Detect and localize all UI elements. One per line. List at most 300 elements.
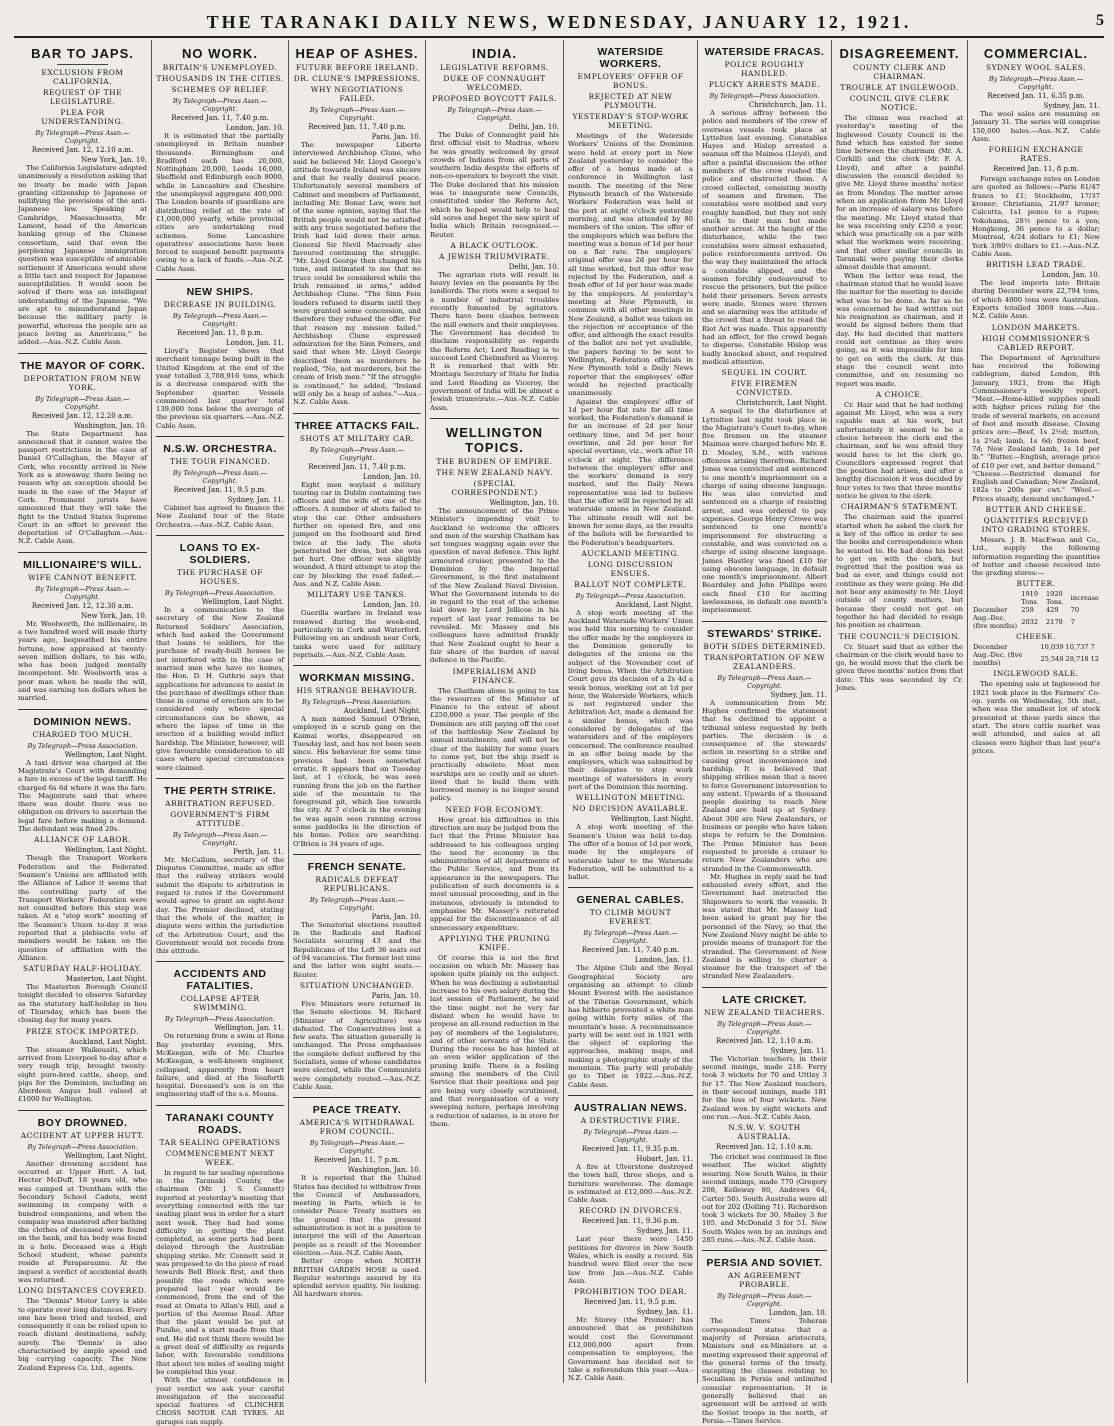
place-line: Auckland, Last Night. xyxy=(69,1037,147,1046)
article-body: On returning from a swim at Rona Bay yesterday evening, Mrs. McKeegan, wife of Mr. Charles McKeegan, a well-known engineer, collapsed, apparently from heart failure, and died at the Seaforth hospital. Deceased's son is on the engineering staff of the s.s. Moana. xyxy=(156,1032,284,1099)
subheading: POLICE ROUGHLY HANDLED. xyxy=(724,60,805,78)
subheading: HIS STRANGE BEHAVIOUR. xyxy=(296,686,418,696)
article-body: In a communication to the secretary of the New Zealand Returned Soldiers' Association, which had asked the Government that loans to soldiers, for the purchase of ready-built houses be not interfered with in the case of married men who have no homes, the Hon. D. H. Guthrie says that applications for advances to assist in the purchase of dwellings other than those in course of erection are to be considered only where special circumstances can be shown, as where the lapse of time in the erection of a building would inflict hardship. The Minister, however, will give favourable consideration to all cases where special circumstances were claimed. xyxy=(156,605,284,772)
headline: ACCIDENTS AND FATALITIES. xyxy=(173,968,267,993)
subheading: COMMENCEMENT NEXT WEEK. xyxy=(165,1148,275,1167)
place-line: London, Jan. 10. xyxy=(225,124,284,132)
place-line: Delhi, Jan. 10. xyxy=(508,262,559,271)
article-body: The opening sale at Inglewood for 1921 took place in the Farmers' Co-op. yards on Wednesday, 5th inst., when was the smallest lot of stock presented at these yards since the start. The store cattle market was well attended, and sales at all classes were higher than last year's prices. xyxy=(972,680,1100,755)
article-body: Guerilla warfare in Ireland was renewed during the week-end, particularly in Cork and Waterford. Following on an ambush near Cork, tanks were used for military reprisals.—Aus.-N.Z. Cable Assn. xyxy=(293,609,421,659)
dateline: By Telegraph—Press Assn.—Copyright. xyxy=(172,830,268,847)
subheading: TROUBLE AT INGLEWOOD. xyxy=(840,83,959,92)
cheese-table xyxy=(972,643,1100,667)
article-ships xyxy=(156,286,284,430)
place-line: Sydney, Jan. 11. xyxy=(770,1046,827,1055)
article-body: The steamer Waikouaiti, which arrived from Liverpool to-day after a very rough trip, brought twenty-eight pure-bred cattle, sheep, and pigs for the Dominion, including an Aberdeen Angus bull valued at £1000 for Wellington. xyxy=(18,1045,147,1104)
place-line: London, Jan. 10. xyxy=(768,1309,827,1318)
subheading: DUKE OF CONNAUGHT WELCOMED. xyxy=(443,74,546,92)
article-body: The Duke of Connaught paid his first official visit to Madras, where he was greatly welcomed by great crowds of Indians from all parts of southern India despite the efforts of non-co-operators to boycott the visit. The Duke declared that his mission was to inaugurate new Councils, constituted under the Reform Act, which he hoped would help to heal old sores and beget the new spirit of India which Britain recognised.—Reuter. xyxy=(430,131,559,239)
place-line: Wellington, Last Night. xyxy=(64,750,147,759)
subheading: HIGH COMMISSIONER'S CABLED REPORT. xyxy=(981,333,1091,352)
subheading: NO DECISION AVAILABLE. xyxy=(572,804,689,814)
article-perth xyxy=(156,785,284,956)
subheading: PROPOSED BOYCOTT FAILS. xyxy=(432,94,557,103)
received-line: Received Jan. 11, 6.35 p.m. xyxy=(987,92,1085,100)
subheading: AUCKLAND MEETING. xyxy=(581,548,680,558)
dateline: By Telegraph—Press Assn.—Copyright. xyxy=(447,106,542,122)
article-body: Meetings of the Waterside Workers' Unions of the Dominion were held at every port in New Zealand yesterday to consider the offer of a bonus made at a conference in Wellington last month. The meeting of the New Plymouth branch of the Waterside Workers' Federation was held at the port at eight o'clock yesterday morning, and was attended by 80 members of the union. The offer of the employers which was before the meeting was a bonus of 1d per hour on a flat rate. The employers' original offer was 2d per hour for all time worked, but this offer was rejected by the Federation, and a fresh offer of 1d per hour was made by the employers. At yesterday's meeting at New Plymouth, in common with all other meetings in New Zealand, a ballot was taken on the rejection or acceptance of the offer, and although the exact results of the ballot are not yet available, the papers having to be sent to Wellington, Federation officials in New Plymouth told a Daily News reporter that the employers' offer would be rejected practically unanimously. xyxy=(568,132,693,398)
article-body: The Victorian teachers, in their second innings, made 218. Ferry took 3 wickets for 70 and Uttley 3 for 17. The New Zealand teachers, in their second innings, made 181 for the loss of four wickets. New Zealand won by eight wickets and one run.—Aus.-N.Z. Cable Assn. xyxy=(702,1054,827,1121)
page-number: 5 xyxy=(1096,12,1104,29)
article-persia xyxy=(702,1257,827,1425)
article-body: The "Dennis" Motor Lorry is able to operate over long distances. Every one has been tried and tested, and consequently it can be relied upon to reach distant destinations, safely, surely. The 'Dennis' is also characterised by ample speed and big carrying capacity. The New Zealand Express Co. Ltd., agents. xyxy=(18,1297,147,1372)
table-row xyxy=(972,643,1100,651)
headline: WORKMAN MISSING. xyxy=(299,672,415,685)
received-line: Received Jan. 11, 9.35 p.m. xyxy=(581,1144,680,1153)
table-cell: 2032 xyxy=(1021,618,1039,627)
table-cell: 2170 xyxy=(1045,618,1063,627)
received-line: Received Jan. 11, 8 p.m. xyxy=(176,329,264,338)
subheading: MILITARY USE TANKS. xyxy=(307,590,407,600)
headline: LOANS TO EX-SOLDIERS. xyxy=(179,541,261,566)
article-body: The Department of Agriculture has received the following cablegram, dated London, 8th January, 1921, from the High Commissioner's weekly report. "Meat.—Home-killed supplies small with higher prices ruling for the trade of several markets, on account of foot and mouth disease. Closing prices are:—Beef, 1s 2½d; mutton, 1s 2¾d; lamb, 1s 6d; frozen beef, 7d; New Zealand lamb, 1s 1d per lb." "Butter.—English, average price of £10 per cwt, and better demand." "Cheese.—Restricted demand for English and Canadian; New Zealand, 182s to 200s per cwt." "Wool.—Prices steady, demand unchanged." xyxy=(972,353,1100,503)
article-body: Of course this is not the first occasion on which Mr. Massey has spoken quite plainly on the subject. When he was declining a substantial increase to his own salary during the last session of Parliament, he said the time might not be very far distant when he would have to propose an all-round reduction in the pay of members of the Legislature, and of other servants of the State. During the recess he has hinted at an even wider application of the pruning knife. There is a feeling among the members of the Civil Service that their positions and pay are being very closely scrutinised, and that reorganisation of a very sweeping nature, perhaps involving a reduction of salaries, is in store for them. xyxy=(430,953,559,1128)
article-workman xyxy=(293,672,421,848)
dateline: By Telegraph—Press Association. xyxy=(575,591,686,600)
table-cell: December xyxy=(973,606,1008,615)
subheading: PROHIBITION TOO DEAR. xyxy=(574,1287,687,1297)
place-line: Delhi, Jan. 10. xyxy=(508,123,559,131)
headline: TARANAKI COUNTY ROADS. xyxy=(165,1111,275,1136)
dateline: By Telegraph—Press Assn.—Copyright. xyxy=(309,1139,405,1156)
place-line: Wellington, Last Night. xyxy=(64,846,147,855)
table-cell: 7 xyxy=(1070,618,1075,627)
table-row xyxy=(972,651,1100,667)
subheading: ARBITRATION REFUSED. xyxy=(165,798,275,808)
headline: WATERSIDE WORKERS. xyxy=(597,46,664,70)
article-body: Mr. Storey (the Premier) has announced that as prohibition would cost the Government £12,000,000 apart from compensation to employees, the Government has decided not to take a referendum this year.—Aus.-N.Z. Cable Assn. xyxy=(568,1316,693,1383)
article-body: A communication from Mr. Hughes confirmed the statement that he declined to appoint a tribunal unless requested by both parties. The decision is a consequence of the stewards' action in resorting to a strike and causing great inconvenience and hardship. It is believed that shipping strikes mean that a move to force Government intervention to any extent. Upwards of a thousand people desiring to reach New Zealand are held up at Sydney. About 300 are New Zealanders, or business or people who have taken steps to return to the Dominion. The Prime Minister has been requested to provide a cruiser to return New Zealanders who are stranded in the Commonwealth. xyxy=(702,698,827,873)
received-line: Received Jan. 12, 1.10 a.m. xyxy=(716,1143,813,1152)
place-line: Washington, Jan. 10. xyxy=(347,1166,421,1175)
subheading: LEGISLATIVE REFORMS. xyxy=(440,63,549,72)
columns xyxy=(14,40,1104,1426)
article-body: The lead imports into Britain during December were 22,794 tons, of which 4000 tons were Australian. Exports totalled 3069 tons.—Aus.-N.Z. Cable Assn. xyxy=(972,279,1100,321)
subheading: THE PURCHASE OF HOUSES. xyxy=(177,567,263,586)
subheading: FIVE FIREMEN CONVICTED. xyxy=(731,379,798,398)
column-4 xyxy=(426,40,564,1383)
subheading: DEPORTATION FROM NEW YORK. xyxy=(23,373,142,392)
dateline: By Telegraph—Press Association. xyxy=(709,92,820,100)
headline: BOY DROWNED. xyxy=(37,1116,128,1129)
dateline: By Telegraph—Press Assn.—Copyright. xyxy=(309,895,405,912)
subheading: CHARGED TOO MUCH. xyxy=(32,729,133,739)
place-line: Christchurch, Jan. 11. xyxy=(748,101,827,109)
subheading: YESTERDAY'S STOP-WORK MEETING. xyxy=(572,112,689,130)
table-title: CHEESE. xyxy=(1016,632,1056,642)
dateline: By Telegraph—Press Association. xyxy=(27,1142,138,1151)
subheading: N.S.W. V. SOUTH AUSTRALIA. xyxy=(728,1123,801,1142)
place-line: Paris, Jan. 10. xyxy=(371,991,421,1000)
place-line: Perth, Jan. 11. xyxy=(233,847,284,856)
place-line: Wellington, Last Night. xyxy=(610,815,693,824)
subheading: TAR SEALING OPERATIONS xyxy=(159,1137,281,1147)
table-cell: 25,548 xyxy=(1040,655,1064,664)
column-5 xyxy=(564,40,698,1383)
article-body: The California Legislature adopted unanimously a resolution asking that no treaty be made with Japan granting citizenship to Japanese or nullifying the provisions of the anti-Japanese law. Speaking at Cambridge, Massachusetts, Mr. Lamont, head of the American banking group of the Chinese consortium, said that even the perplexing Japanese immigration question was susceptible of amicable settlement if Americans would show a little tact and respect for Japanese susceptibilities. It would soon be solved if there was an intelligent understanding of the Japanese. "We are apt to misunderstand Japan because the military party is powerful, whereas the people are as peace loving as Americans," he added.—Aus.-N.Z. Cable Assn. xyxy=(18,164,147,347)
subheading: A BLACK OUTLOOK. xyxy=(450,240,539,250)
subheading: COUNCIL GIVE CLERK NOTICE. xyxy=(849,94,950,112)
article-shots xyxy=(293,420,421,660)
article-roads xyxy=(156,1112,284,1426)
dateline: By Telegraph—Press Assn.—Copyright. xyxy=(172,312,268,329)
article-body: Against the employers' offer of 1d per hour flat rate for all time worked, the Federation's demand is for an increase of 2d per hour ordinary time, and 5d per hour overtime, and 2d per hour for special overtime, viz., work after 10 o'clock at night. The difference between the employers' offer and the workers' demand is very marked, and the Daily News representative was led to believe that the offer will be rejected by all waterside unions in New Zealand. The ultimate result will not be known for some days, as the results of the ballots will be forwarded to the Federation's headquarters. xyxy=(568,397,693,547)
article-body: Messrs. J. B. MacEwan and Co., Ltd., supply the following information regarding the quantities of butter and cheese received into the grading stores:— xyxy=(972,535,1100,578)
place-line: Wellington, Last Night. xyxy=(201,597,284,606)
place-line: Auckland, Last Night. xyxy=(615,600,693,609)
table-cell: Aug.-Dec. (five months) xyxy=(973,614,1018,631)
headline: THE PERTH STRIKE. xyxy=(163,784,277,797)
article-india xyxy=(430,46,559,412)
headline: FRENCH SENATE. xyxy=(307,860,407,873)
advertisement: Better crops when NORTH BRITISH GARDEN HOSE is used. Regular waterings assured by its splendid service quality. No leaking. All hardware stores. xyxy=(293,1257,421,1299)
article-body: The newspaper Liberte interviewed Archbishop Clune, who said he believed Mr. Lloyd George's attitude towards Ireland was sincere and that he really desired peace. Unfortunately several members of Cabinet and members of Parliament, including Mr. Bonar Law, were not of the same opinion, saying that the British people would not be satisfied with any truce negotiated before the Irish had laid down their arms. General Sir Nevil Macready also favoured continuing the struggle. "Mr. Lloyd George then changed his tune, and intimated to me that no truce could be considered while the Irish remained in arms," added Archbishop Clune. "The Sinn Fein leaders refused to disarm until they were granted some concession, and therefore they refused the offer. For that reason my mission failed." Archbishop Clune expressed admiration for the Sinn Feiners, and said that when Mr. Lloyd George described them as murderers he replied, "No, not murderers, but the cream of Irish men." "If the struggle is continued," he added, "Ireland will only be a heap of ashes."—Aus.-N.Z. Cable Assn. xyxy=(293,141,421,407)
headline: PEACE TREATY. xyxy=(312,1104,402,1117)
column-3 xyxy=(289,40,426,1383)
received-line: Received Jan. 11, 7.40 p.m. xyxy=(581,946,680,955)
received-line: Received Jan. 12, 12.20 a.m. xyxy=(31,411,134,420)
headline: STEWARDS' STRIKE. xyxy=(707,627,822,640)
table-cell: 70 xyxy=(1070,606,1080,615)
subheading: CHAIRMAN'S STATEMENT. xyxy=(840,502,959,512)
received-line: Received Jan. 12, 12.10 a.m. xyxy=(31,146,134,154)
place-line: New York, Jan. 10. xyxy=(81,156,147,164)
place-line: London, Jan. 11. xyxy=(634,956,693,965)
place-line: London, Jan. 10. xyxy=(362,601,421,610)
headline: DOMINION NEWS. xyxy=(33,715,132,728)
article-body: A taxi driver was charged at the Magistrate's Court with demanding a fare in excess of the legal tariff. He charged 6s 6d where it was the fare. The Magistrate said that where there was doubt there was no obligation on drivers to ascertain the legal fare before making a demand. The defendant was fined 20s. xyxy=(18,758,147,834)
dateline: By Telegraph—Press Assn.—Copyright. xyxy=(717,1019,812,1036)
article-accidents xyxy=(156,968,284,1098)
article-body: It is reported that the United States has decided to withdraw from the Council of Ambassadors, meeting in Paris, which is to consider Peace Treaty matters on the ground that the present administration is not in a position to interpret the will of the American people as a result of the November election.—Aus.-N.Z. Cable Assn. xyxy=(293,1174,421,1257)
received-line: Received Jan. 11, 7.40 p.m. xyxy=(308,123,406,131)
subheading: SEQUEL IN COURT. xyxy=(721,368,808,378)
received-line: Received Jan. 11, 7 p.m. xyxy=(313,1156,401,1165)
place-line: Sydney, Jan. 11. xyxy=(636,1227,693,1236)
article-body: When the letter was read, the chairman stated that he would leave the matter for the meeting to decide what was to be done. As far as he was concerned he had written out his resignation as chairman, and it would be signed before them that day. He had decided that matters could not continue as they were going, as it was impossible for him to get on with the clerk. At this stage the council went into committee, and on resuming no report was made. xyxy=(836,271,963,388)
article-body: Cr. Hair said that he had nothing against Mr. Lloyd, who was a very capable man at his work, but unfortunately it seemed to be a choice between the clerk and the chairman, and he was afraid they would have to let the clerk go. Councillors expressed regret that the position had arisen, and after a lengthy discussion it was decided by four votes to two that three months' notice be given to the clerk. xyxy=(836,400,963,501)
subheading: INGLEWOOD SALE. xyxy=(993,669,1079,679)
subheading: BRITISH LEAD TRADE. xyxy=(986,260,1086,270)
place-line: Sydney, Jan. 11. xyxy=(1043,102,1100,110)
article-australian xyxy=(568,1102,693,1383)
table-header-cell: 1919 Tons. xyxy=(1021,590,1039,607)
subheading: ACCIDENT AT UPPER HUTT. xyxy=(20,1130,145,1140)
article-body: Cabinet has agreed to finance the New Zealand tour of the State Orchestra.—Aus.-N.Z. Cable Assn. xyxy=(156,504,284,529)
subheading: COUNTY CLERK AND CHAIRMAN. xyxy=(853,63,946,81)
received-line: Received Jan. 12, 12.30 a.m. xyxy=(31,601,134,610)
column-6 xyxy=(698,40,832,1425)
place-line: Sydney, Jan. 11. xyxy=(227,496,284,505)
dateline: By Telegraph—Press Assn.—Copyright. xyxy=(309,106,405,122)
subheading: GOVERNMENT'S FIRM ATTITUDE. xyxy=(170,809,270,828)
subheading: BRITAIN'S UNEMPLOYED. xyxy=(162,63,278,72)
article-wellington-topics xyxy=(430,425,559,1128)
article-body: The chairman said the quarrel started when he asked the clerk for a key of the office in order to see the books and correspondence when he wanted to. He had done his best to get on with the clerk, but regretted that the position was as bad as ever, and things could not continue as they were going. He did not bear any animosity to Mr. Lloyd outside of county matters, but because they could not get on together he had decided to resign his position as chairman. xyxy=(836,513,963,630)
subheading: EMPLOYERS' OFFER OF BONUS. xyxy=(577,72,684,90)
table-cell: 10,039 xyxy=(1040,643,1064,652)
dateline: By Telegraph—Press Assn.—Copyright. xyxy=(717,673,812,690)
article-body: Mr. Hughes in reply said he had exhausted every effort, and the Government had instructed the Shipowners to work the vessels. It was stated that Mr. Massey had been asked to grant pay for the personnel of the Navy, so that the New Zealand Navy might be able to provide means of transport for the stranded. The Government of New Zealand is willing to charter a steamer for the transport of the stranded New Zealanders. xyxy=(702,872,827,981)
article-body: A sequel to the disturbance at Lyttelton last night took place in the Magistrate's Court to-day, when five firemen on the steamer Maimoa were charged before Mr. E. D. Mosley, S.M., with various offences arising therefrom. Richard Jones was convicted and sentenced to one month's imprisonment on a charge of using obscene language. He was also convicted and sentenced on a charge of resisting arrest, and was ordered to pay expenses. George Henry Crowe was sentenced to one month's imprisonment for obstructing a constable, and was convicted on a charge of using obscene language. James Hastley was fined £10 for using obscene language, in default one month's imprisonment. Albert Beardsley and John Phillips were each fined £10 for inciting lawlessness, in default one month's imprisonment. xyxy=(702,407,827,615)
dateline: By Telegraph—Press Association. xyxy=(165,588,275,597)
subheading: SCHEMES OF RELIEF. xyxy=(171,85,269,94)
subheading: DR. CLUNE'S IMPRESSIONS. xyxy=(293,74,421,83)
subheading: BALLOT NOT COMPLETE. xyxy=(574,579,687,589)
article-nowork xyxy=(156,46,284,273)
subheading: TO CLIMB MOUNT EVEREST. xyxy=(589,908,672,927)
article-body: The announcement of the Prime Minister's impending visit to Auckland to welcome the officers and men of the warship Chatham has set tongues wagging again over the question of naval defence. This light armoured cruiser, presented to the Dominion by the Imperial Government, is the first instalment of the New Zealand Naval Division. What the Government intends to do in regard to the rest of the scheme laid down by Lord Jellicoe in his report of last year remains to be revealed. Mr. Massey and his colleagues have admitted frankly that New Zealand ought to bear a fair share of the burden of naval defence in the Pacific. xyxy=(430,506,559,665)
headline: GENERAL CABLES. xyxy=(576,894,685,907)
table-cell: 7 xyxy=(1090,643,1095,652)
subheading: FUTURE BEFORE IRELAND. xyxy=(295,63,419,72)
subheading: NEED FOR ECONOMY. xyxy=(445,804,544,814)
dateline: By Telegraph—Press Association. xyxy=(165,1015,275,1024)
place-line: Sydney, Jan. 11. xyxy=(770,690,827,699)
subheading: RADICALS DEFEAT REPUBLICANS. xyxy=(315,874,399,893)
column-8 xyxy=(968,40,1104,1383)
received-line: Received Jan. 11, 9.5 p.m. xyxy=(173,486,267,495)
headline: COMMERCIAL. xyxy=(983,46,1089,61)
subheading: THE COUNCIL'S DECISION. xyxy=(838,631,961,641)
subheading: SYDNEY WOOL SALES. xyxy=(985,63,1087,72)
column-2 xyxy=(152,40,289,1426)
subheading: RECORD IN DIVORCES. xyxy=(579,1206,682,1216)
article-japs xyxy=(18,46,147,347)
headline: INDIA. xyxy=(472,46,517,61)
dateline: By Telegraph—Press Assn.—Copyright. xyxy=(35,129,130,145)
place-line: Wellington, Jan. 10. xyxy=(489,498,559,507)
article-body: The agrarian riots will result in heavy levies on the peasants by the landlords. The riots were a sequel to a number of industrial troubles recently fomented by agitators. There have been clashes between the mill owners and their employees. The Government has decided to disclaim responsibility as regards the Reform Act; Lord Reading is to succeed Lord Chelmsford as Viceroy. It is remarked that with Mr. Montagu Secretary of State for India and Lord Reading as Viceroy, the government of India will be almost a Jewish triumvirate.—Aus.-N.Z. Cable Assn. xyxy=(430,270,559,412)
subheading: FOREIGN EXCHANGE RATES. xyxy=(988,145,1084,164)
subheading: (SPECIAL CORRESPONDENT.) xyxy=(451,478,538,497)
article-body: The State Department has announced that it cannot waive the passport restrictions in the case of Daniel O'Callaghan, the Mayor of Cork, who recently arrived in New York as a stowaway, there being no reason why an exception should be made in the case of the Mayor of Cork. Prominent jurists have announced that they will take the fight to the United States Supreme Court in an effort to prevent the deportation of O'Callaghan.—Aus.-N.Z. Cable Assn. xyxy=(18,429,147,546)
advertisement: With the utmost confidence in your verdict we ask your careful investigation of the successful special features of CLINCHER CROSS MOTOR CAR TYRES. All garages can supply. xyxy=(156,1376,284,1426)
article-body: Lloyd's Register shows that merchant tonnage being built in the United Kingdom at the end of the year totalled 3,708,916 tons, which is a decrease compared with the September quarter. Vessels commenced last quarter total 139,000 tons below the average of the previous six quarters.—Aus.-N.Z. Cable Assn. xyxy=(156,347,284,430)
place-line: Christchurch, Last Night. xyxy=(736,399,827,408)
headline: THREE ATTACKS FAIL. xyxy=(294,419,420,432)
subheading: PLUCKY ARRESTS MADE. xyxy=(708,80,821,89)
subheading: LONG DISTANCES COVERED. xyxy=(18,1286,147,1296)
dateline: By Telegraph—Press Assn.—Copyright. xyxy=(988,75,1084,91)
article-body: Though the Transport Workers Federation and the Federated Seamen's Unions are affiliated with the Alliance of Labor it seems that the controlling party of the Transport Workers' Federation were not consulted before this step was taken. At a "stop work" meeting of the Seamen's Union to-day it was reported that a plebiscite vote of members would be taken on the question of affiliation with the Alliance. xyxy=(18,854,147,962)
article-peace xyxy=(293,1104,421,1298)
article-body: The Senatorial elections resulted in the Radicals and Radical Socialists securing 43 and the Republicans of the Left 36 seats out of 94 vacancies. The former lost nine and the latter won eight seats.—Reuter. xyxy=(293,920,421,979)
headline: NO WORK. xyxy=(182,46,258,61)
article-french xyxy=(293,861,421,1091)
received-line: Received Jan. 11, 8 p.m. xyxy=(992,165,1080,174)
subheading: SATURDAY HALF-HOLIDAY. xyxy=(22,964,143,974)
table-row xyxy=(972,606,1100,614)
subheading: SITUATION UNCHANGED. xyxy=(300,980,414,990)
article-cricket xyxy=(702,994,827,1245)
subheading: LONG DISCUSSION ENSUES. xyxy=(587,559,674,578)
place-line: London, Jan. 10. xyxy=(362,472,421,481)
table-header-cell: 1920 Tons. xyxy=(1045,590,1064,607)
dateline: By Telegraph—Press Assn.—Copyright. xyxy=(35,584,130,601)
subheading: SHOTS AT MILITARY CAR. xyxy=(299,433,415,443)
table-cell: 259 xyxy=(1021,606,1034,615)
table-cell: 10,737 xyxy=(1065,643,1089,652)
subheading: IMPERIALISM AND FINANCE. xyxy=(452,666,537,685)
headline: PERSIA AND SOVIET. xyxy=(706,1257,823,1270)
article-body: The wool sales are resuming on January 31. The series will comprise 150,000 bales.—Aus.-N.Z. Cable Assn. xyxy=(972,110,1100,143)
article-body: Last year there were 1450 petitions for divorce in New South Wales, which is easily a record. Six hundred were filed over the new law from Jan.—Aus.-N.Z. Cable Assn. xyxy=(568,1235,693,1285)
headline: WATERSIDE FRACAS. xyxy=(704,46,825,58)
article-waterside xyxy=(568,46,693,881)
article-body: Foreign exchange rates on London are quoted as follows:—Paris 61/47 francs to £1; Stockholm, 17/37 kroner; Christiania, 21/97 kroner; Calcutta, 1s1 pence to a rupee; Yokohama, 28½ pence to a yen; Hongkong, 36 pence to a dollar; Montreal, 4/24 dollars to £1; New York 3/80½ dollars to £1.—Aus.-N.Z. Cable Assn. xyxy=(972,175,1100,258)
place-line: Masterton, Last Night. xyxy=(65,975,147,984)
article-cork xyxy=(18,360,147,546)
place-line: Washington, Jan. 10. xyxy=(73,421,147,430)
subheading: BUTTER AND CHEESE. xyxy=(985,504,1087,514)
headline: N.S.W. ORCHESTRA. xyxy=(163,443,277,456)
subheading: REJECTED AT NEW PLYMOUTH. xyxy=(588,92,673,110)
article-body: The Masterton Borough Council tonight decided to observe Saturday as the statutory half-holiday in lieu of Thursday, which has been the closing day for many years. xyxy=(18,983,147,1025)
place-line: London, Jan. 11. xyxy=(225,339,284,348)
subheading: A DESTRUCTIVE FIRE. xyxy=(580,1115,681,1125)
article-orchestra xyxy=(156,443,284,529)
article-body: A stop work meeting of the Auckland Waterside Workers' Union was held this morning to consider the offer made by the employers in the Dominion generally to delegates of the unions on the subject of the November cost of living bonus. When the Arbitration Court gave its decision of a 2s 4d a week bonus, working out at 1d per hour, the Waterside Workers, which is not registered under the Arbitration Act, made a demand for a similar bonus, which was considered by delegates of the watersiders and of the employers concerned. The conference resulted in an offer being made by the employers, which was submitted by their delegates to stop work meetings of watersiders in every port of the Dominion this morning. xyxy=(568,608,693,792)
article-body: How great his difficulties in this direction are may be judged from the fact that the Prime Minister has addressed to his colleagues urging the need for economy in the administration of all departments of the Public Service, and from its appearance in the newspapers. The publication of such documents is a most unusual proceeding, and in the instances, obviously is intended to emphasise Mr. Massey's reiterated appeal for the discontinuance of all unnecessary expenditure. xyxy=(430,815,559,932)
article-body: Another drowning accident has occurred at Upper Hutt. A lad, Hector McDuff, 18 years old, who was camped at Trentham with the Secondary School Cadets, went swimming in company with a hundred companions, and when the company was mustered after bathing the clothes of deceased were found on the bank, and his body was found in a hole. Deceased was a High School student, whose parents reside at Paraparaumu. At the inquest a verdict of accidental death was returned. xyxy=(18,1159,147,1284)
butter-table xyxy=(972,590,1100,630)
subheading: ALLIANCE OF LABOR. xyxy=(34,835,131,845)
article-stewards xyxy=(702,628,827,981)
article-body: It is estimated that the partially unemployed in Britain number thousands. Birmingham and Bradford each has 20,000, Nottingham 20,000, Leeds 16,000, Sheffield and Edinburgh each 8000, while in Lancashire and Cheshire the unemployed aggregate 400,000. The London boards of guardians are distributing relief at the rate of £1,000,000 yearly, while provincial cities are undertaking road schemes. Some Lancashire operatives' associations have been forced to suspend benefit payments owing to a lack of funds.—Aus.-N.Z. Cable Assn. xyxy=(156,132,284,273)
subheading: PLEA FOR UNDERSTANDING. xyxy=(41,108,124,126)
article-body: Mr. Woolworth, the millionaire, in a two hundred word will made thirty years ago, bequeathed his entire fortune, now appraised at twenty-seven million dollars, to his wife, who has been judged mentally incompetent. Mr. Woolworth was a poor man when he made the will, and was earning ten dollars when he married. xyxy=(18,619,147,703)
table-cell: Aug.-Dec. (five months) xyxy=(973,651,1023,668)
article-fracas xyxy=(702,46,827,615)
article-body: The Times' Teheran correspondent states that a majority of Persian aristocrats, Ministers and ex-Ministers at a meeting expressed their approval of the general terms of the treaty, excepting the clauses relating to Socialism in Persia and unlimited consular representation. It is generally believed that an agreement will be arrived at with the Soviet troops in the north, of Persia.—Times Service. xyxy=(702,1317,827,1425)
article-body: The climax was reached at yesterday's meeting of the Inglewood County Council in the fund which has existed for some time between the chairman (Mr. A. Corkill) and the clerk (Mr. F. A. Lloyd), and after a painful discussion the council decided to give Mr. Lloyd three months' notice as from Monday. The matter arose when an application from Mr. Lloyd for an increase of salary was before the meeting. Mr. Lloyd stated that he was receiving only £250 a year, which was practically on a par with what the workmen were receiving, and that other similar councils in Taranaki were paying their clerks almost double that amount. xyxy=(836,114,963,272)
dateline: By Telegraph—Press Assn.—Copyright. xyxy=(172,97,268,113)
article-body: Five Ministers were returned in the Senate elections. M. Richard (Minister of Agriculture) was defeated. The Conservatives lost a few seats. The situation generally is unchanged. The Press emphasises the complete defeat suffered by the Socialists, some of whose candidates were elected, while the Communists were completely routed.—Aus.-N.Z. Cable Assn. xyxy=(293,999,421,1091)
place-line: Paris, Jan. 10. xyxy=(371,133,421,141)
article-boy xyxy=(18,1117,147,1372)
subheading: APPLYING THE PRUNING KNIFE. xyxy=(438,933,551,952)
subheading: THE NEW ZEALAND NAVY. xyxy=(436,467,553,477)
place-line: London, Jan. 10. xyxy=(1041,271,1100,280)
masthead xyxy=(14,10,1104,38)
article-body: The Alpine Club and the Royal Geographical Society are organising an attempt to climb Mount Everest with the assistance of the Tibetan Government, which has hitherto prevented a white man going within forty miles of the mountain's base. A reconnaissance party will be sent out in 1921 with the object of exploring the approaches, making maps, and making a photographic study of the mountain. The party will probably go to Tibet in 1922.—Aus.-N.Z. Cable Assn. xyxy=(568,964,693,1089)
dateline: By Telegraph—Press Assn.—Copyright. xyxy=(309,445,405,462)
article-commercial xyxy=(972,46,1100,755)
subheading: PRIZE STOCK IMPORTED. xyxy=(25,1026,140,1036)
table-header-cell: increase xyxy=(1070,594,1099,603)
headline: HEAP OF ASHES. xyxy=(295,46,419,61)
place-line: Hobart, Jan. 11. xyxy=(636,1154,693,1163)
subheading: NEW ZEALAND TEACHERS. xyxy=(704,1007,825,1017)
article-body: Cr. Stuart said that as either the chairman or the clerk would have to go, he would move that the clerk be given three months' notice from that date. This was seconded by Cr. Jones. xyxy=(836,642,963,692)
headline: MILLIONAIRE'S WILL. xyxy=(23,558,142,571)
subheading: AMERICA'S WITHDRAWAL FROM COUNCIL. xyxy=(299,1118,415,1137)
dateline: By Telegraph—Press Association. xyxy=(27,741,138,750)
subheading: A CHOICE. xyxy=(875,389,924,399)
article-body: A man named Samuel O'Brien, employed in a scrub gang on the Kaimai works, disappeared on Tuesday last, and has not been seen since. His behaviour for some time previous had been somewhat erratic. It appears that on Tuesday last, at 1 o'clock, he was seen running from the job on the further side of the mountain to the foreground pit, which lies towards the city. At 7 o'clock in the evening he was again seen running across some paddocks in the direction of his home. Police are searching. O'Brien is 34 years of age. xyxy=(293,715,421,848)
article-dominion xyxy=(18,716,147,1104)
article-disagreement xyxy=(836,46,963,692)
article-body: A serious affray between the police and members of the crew of overseas vessels took place at Lyttelton last evening. Constables Hayes and Hislop arrested a seaman off the Maimoa (Lloyd), and after a painful discussion the other members of the crew rushed the police and obstructed them. A crowd collected, consisting mostly of seamen and firemen. The constables were mobbed and very roughly handled, but they not only stuck to their man but made another arrest. At the height of the disturbance, while the two constables were almost exhausted, police reinforcements arrived. On the way they maintained the attack a constable slipped, and the seamen forcibly endeavoured to rescue the prisoners, but the police held their prisoners. Seven arrests were made. Stones were thrown and so alarming was the attitude of the crowd that a threat to read the Riot Act was made. This apparently had an effect, for the crowd began to disperse. Constable Hislop was badly knocked about, and required medical attention. xyxy=(702,109,827,366)
dateline: By Telegraph—Press Assn.—Copyright. xyxy=(172,469,268,486)
subheading: DECREASE IN BUILDING. xyxy=(163,300,277,310)
place-line: Wellington, Jan. 11. xyxy=(214,1024,284,1033)
headline: THE MAYOR OF CORK. xyxy=(19,359,146,372)
headline: DISAGREEMENT. xyxy=(839,46,960,61)
received-line: Received Jan. 11, 9.5 p.m. xyxy=(584,1298,677,1307)
headline: LATE CRICKET. xyxy=(722,993,807,1006)
dateline: By Telegraph—Press Assn.—Copyright. xyxy=(583,1127,678,1144)
place-line: Paris, Jan. 10. xyxy=(371,912,421,921)
headline: WELLINGTON TOPICS. xyxy=(445,424,544,455)
received-line: Received Jan. 11, 7.40 p.m. xyxy=(171,114,269,122)
received-line: Received Jan. 11, 7.40 p.m. xyxy=(308,462,406,471)
subheading: A JEWISH TRIUMVIRATE. xyxy=(438,251,551,261)
table-row xyxy=(972,614,1100,630)
subheading: WHY NEGOTIATIONS FAILED. xyxy=(310,85,404,103)
subheading: TRANSPORTATION OF NEW ZEALANDERS. xyxy=(703,652,826,671)
table-cell: December xyxy=(973,643,1008,652)
article-body: Mr. McCallum, secretary of the Disputes Committee, made an offer that the railway strikers would submit the dispute to arbitration in regard to rates if the Government would agree to grant an eight-hour day. The Premier declined, stating that the whole of the matter, in dispute were within the jurisdiction of the Arbitration Court, and the Government would not recede from this attitude. xyxy=(156,855,284,956)
subheading: LONDON MARKETS. xyxy=(991,322,1081,332)
table-cell: 28,718 xyxy=(1065,655,1089,664)
table-cell: 12 xyxy=(1090,655,1099,664)
column-7 xyxy=(832,40,968,1383)
dateline: By Telegraph—Press Assn.—Copyright. xyxy=(583,929,678,946)
place-line: New York, Jan. 10. xyxy=(81,611,147,620)
article-body: A stop work meeting of the Seamen's Union was held to-day. The offer of a bonus of 1d per work, made by the employers of waterside labor to the Waterside Federation, will be submitted to a ballot. xyxy=(568,823,693,882)
subheading: THE TOUR FINANCED. xyxy=(170,457,270,467)
column-1 xyxy=(14,40,152,1383)
article-body: The Chatham alone is going to tax the resources of the Minister of Finance to the extent of about £250,000 a year. The people of the Dominion are still paying off the cost of the battleship New Zealand by annual instalments, and will not be clear of the liability for some years to come yet, but the ship itself is practically obsolete. Most men warships are so costly and so short-lived that to build them with borrowed money is no longer sound policy. xyxy=(430,686,559,803)
subheading: WIFE CANNOT BENEFIT. xyxy=(27,572,138,582)
dateline: By Telegraph—Press Assn.—Copyright. xyxy=(35,394,130,411)
article-millionaire xyxy=(18,559,147,703)
subheading: AN AGREEMENT PROBABLE. xyxy=(727,1271,802,1290)
subheading: REQUEST OF THE LEGISLATURE. xyxy=(42,88,123,106)
article-body: The cricket was continued in fine weather. The wicket slightly wearing. New South Wales, in their second innings, made 770 (Gregory 208, Kelleway 80, Andrews 64, Carter 50). South Australia were all out for 202 (Dolling 71). Richardson took 3 wickets for 30, Mailey 3 for 105, and McDonald 3 for 51. New South Wales won by an innings and 285 runs.—Aus.-N.Z. Cable Assn. xyxy=(702,1153,827,1245)
subheading: THOUSANDS IN THE CITIES. xyxy=(156,74,284,83)
table-cell: 429 xyxy=(1045,606,1059,615)
article-cables xyxy=(568,894,693,1088)
headline: AUSTRALIAN NEWS. xyxy=(573,1101,688,1114)
subheading: THE BURDEN OF EMPIRE. xyxy=(436,456,553,466)
article-ashes xyxy=(293,46,421,407)
headline: BAR TO JAPS. xyxy=(31,46,134,61)
table-title: BUTTER. xyxy=(1016,579,1056,589)
article-body: A fire at Ulverstone destroyed the town hall, three shops, and a furniture warehouse. The damage is estimated at £12,000.—Aus.-N.Z. Cable Assn. xyxy=(568,1162,693,1205)
received-line: Received Jan. 11, 9.36 p.m. xyxy=(581,1217,680,1226)
subheading: BOTH SIDES DETERMINED. xyxy=(703,641,826,651)
article-body: In regard to tar sealing operations in the Taranaki County, the chairman (Mr. J. S. Connett) reported at yesterday's meeting that everything connected with the tar sealing plant was in order for a start next week. They had had some difficulty in getting the plant completed, as some parts had been delayed through the Australian shipping strike. Mr. Connett said it was proposed to do the piece of road towards Bell Block first, and then possibly the roads which were prepared last year would be commenced, from the end of the road at Omata to Allan's Hill, and a portion of the Avenue Road. After that the plant would be put at Puniho, and a start made from that end. He did not think there would be a great deal of difficulty as regards labor, with favourable conditions that about ten miles of sealing might be completed this year. xyxy=(156,1168,284,1376)
dateline: By Telegraph—Press Association. xyxy=(302,698,412,707)
subheading: WELLINGTON MEETING. xyxy=(575,793,686,803)
subheading: EXCLUSION FROM CALIFORNIA. xyxy=(41,68,124,86)
place-line: Sydney, Jan. 11. xyxy=(636,1308,693,1317)
place-line: Wellington, Last Night. xyxy=(64,1151,147,1160)
table-header-cell xyxy=(972,590,1020,606)
